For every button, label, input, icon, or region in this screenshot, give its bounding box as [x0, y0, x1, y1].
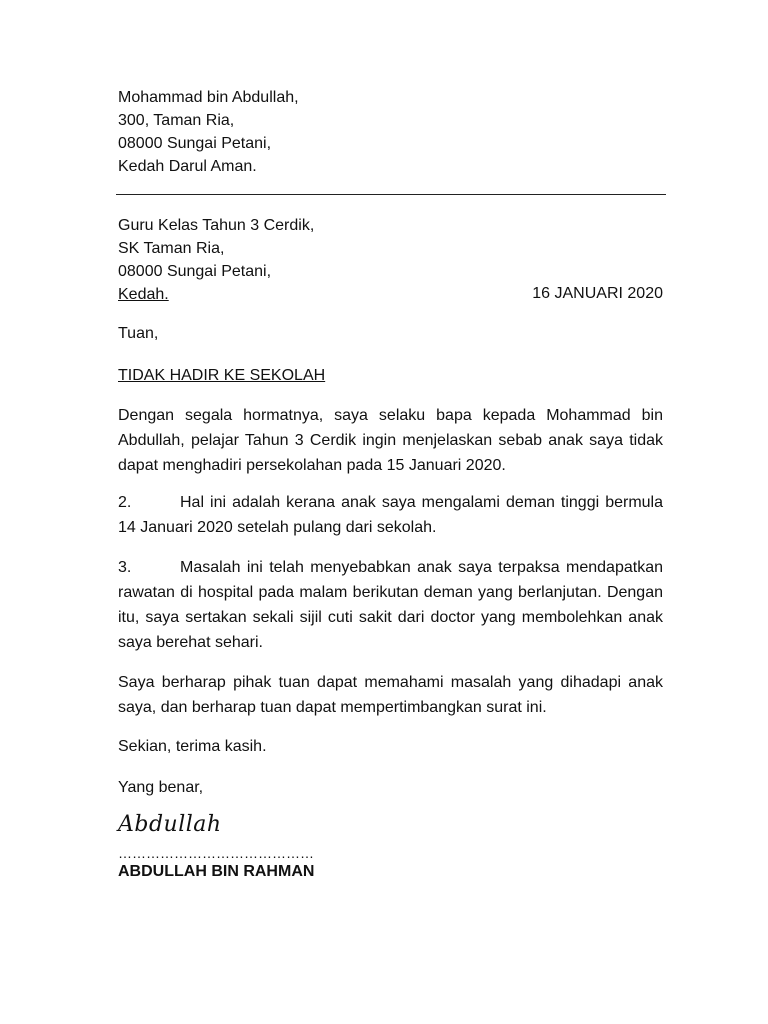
sender-address-line: Mohammad bin Abdullah, [118, 89, 299, 106]
paragraph-number: 3. [118, 559, 132, 576]
sender-address-line: Kedah Darul Aman. [118, 158, 257, 175]
sender-address [118, 86, 299, 178]
recipient-address-line: Guru Kelas Tahun 3 Cerdik, [118, 217, 315, 234]
header-divider [116, 194, 666, 195]
paragraph-4: Saya berharap pihak tuan dapat memahami masalah yang dihadapi anak saya, dan berharap tuan dapat mempertimbangkan surat ini. [118, 674, 663, 716]
greeting: Tuan, [118, 325, 159, 342]
recipient-address-line: 08000 Sungai Petani, [118, 263, 272, 280]
paragraph-2-text: Hal ini adalah kerana anak saya mengalami deman tinggi bermula 14 Januari 2020 setelah pulang dari sekolah. [118, 494, 663, 536]
paragraph-3-text: Masalah ini telah menyebabkan anak saya terpaksa mendapatkan rawatan di hospital pada malam berikutan deman yang berlanjutan. Dengan itu, saya sertakan sekali sijil cuti sakit dari doctor yang membolehkan anak saya berehat sehari. [118, 559, 663, 651]
paragraph-2 [118, 490, 663, 540]
letter-date: 16 JANUARI 2020 [532, 285, 663, 302]
closing-line: Sekian, terima kasih. [118, 738, 267, 755]
paragraph-3 [118, 555, 663, 655]
signer-name: ABDULLAH BIN RAHMAN [118, 863, 315, 880]
sender-address-line: 300, Taman Ria, [118, 112, 235, 129]
handwritten-signature: Abdullah [118, 812, 222, 837]
paragraph-1: Dengan segala hormatnya, saya selaku bapa kepada Mohammad bin Abdullah, pelajar Tahun 3 Cerdik ingin menjelaskan sebab anak saya tidak dapat menghadiri persekolahan pada 15 Januari 2020. [118, 407, 663, 474]
recipient-address-line: SK Taman Ria, [118, 240, 225, 257]
recipient-address [118, 214, 314, 306]
valediction: Yang benar, [118, 779, 204, 796]
letter-subject: TIDAK HADIR KE SEKOLAH [118, 367, 326, 384]
signature-dotted-line: …………………………………… [118, 845, 314, 861]
sender-address-line: 08000 Sungai Petani, [118, 135, 272, 152]
recipient-address-line: Kedah. [118, 286, 169, 303]
paragraph-number: 2. [118, 494, 132, 511]
